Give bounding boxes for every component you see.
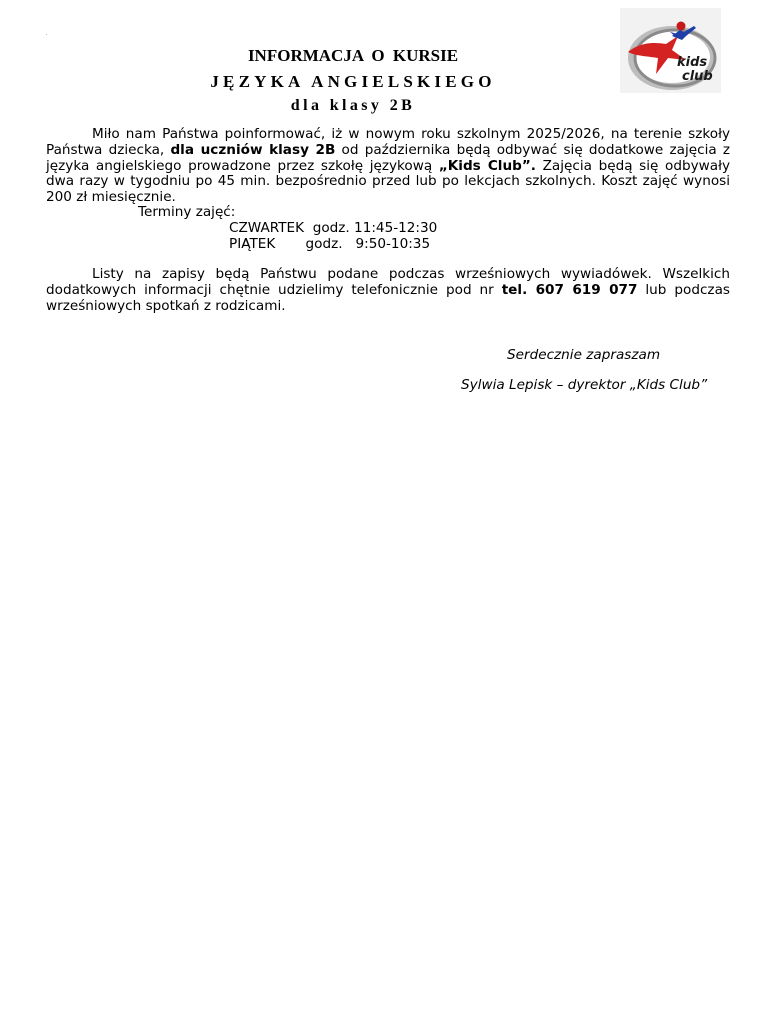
intro-text-2: od października będą odbywać się dodatkowe zajęcia z języka angielskiego prowadzone przez szkołę językową xyxy=(46,141,730,174)
title-line-1: INFORMACJA O KURSIE xyxy=(247,46,459,65)
intro-bold-school: „Kids Club”. xyxy=(438,157,536,174)
kids-club-logo xyxy=(620,8,721,93)
phone-number: tel. 607 619 077 xyxy=(501,281,638,298)
signature-author: Sylwia Lepisk – dyrektor „Kids Club” xyxy=(461,377,708,393)
title-line-3: dla klasy 2B xyxy=(290,97,416,114)
logo-text-club: club xyxy=(682,69,713,84)
kids-club-logo-icon xyxy=(620,8,721,93)
intro-paragraph xyxy=(46,127,730,206)
signature-greeting: Serdecznie zapraszam xyxy=(507,347,661,363)
intro-bold-class: dla uczniów klasy 2B xyxy=(170,141,336,158)
stray-mark xyxy=(46,34,47,35)
signup-text-1: Listy na zapisy będą Państwu podane podczas wrześniowych wywiadówek. Wszelkich dodatkowych informacji chętnie udzielimy telefonicznie pod nr xyxy=(46,266,730,298)
title-line-2: JĘZYKA ANGIELSKIEGO xyxy=(210,72,496,91)
schedule-row-friday: PIĄTEK godz. 9:50-10:35 xyxy=(229,236,431,252)
schedule-label: Terminy zajęć: xyxy=(138,204,236,220)
logo-text-kids: kids xyxy=(677,55,708,70)
signup-paragraph xyxy=(46,267,730,314)
intro-text-1: Miło nam Państwa poinformować, iż w nowym roku szkolnym 2025/2026, na terenie szkoły Państwa dziecka, xyxy=(46,126,730,158)
intro-text-3: Zajęcia będą się odbywały dwa razy w tygodniu po 45 min. bezpośrednio przed lub po lekcjach szkolnych. Koszt zajęć wynosi 200 zł miesięcznie. xyxy=(46,157,731,206)
signup-text-2: lub podczas wrześniowych spotkań z rodzicami. xyxy=(46,281,730,314)
schedule-row-thursday: CZWARTEK godz. 11:45-12:30 xyxy=(229,220,438,236)
